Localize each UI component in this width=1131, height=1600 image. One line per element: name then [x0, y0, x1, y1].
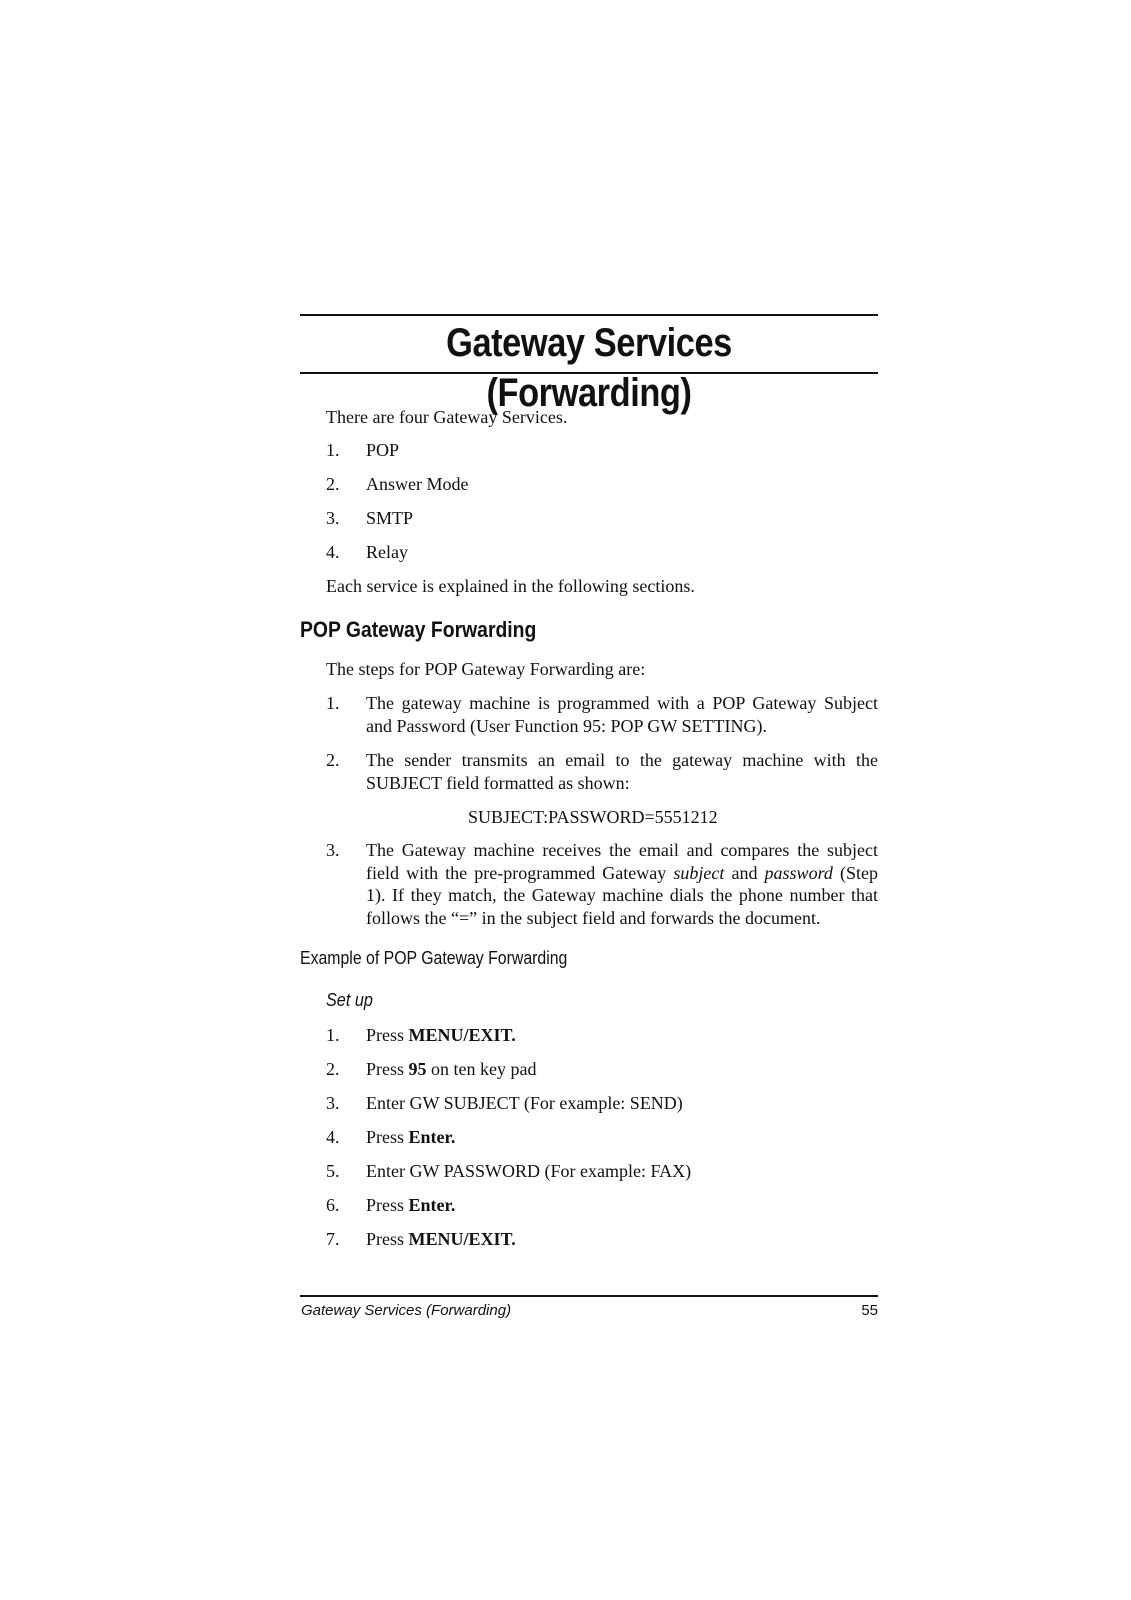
step-text-part: Press [366, 1025, 409, 1045]
step-text-part: The Gateway machine receives the email and compares the subject field with the pre-programmed Gateway [366, 840, 878, 883]
services-outro: Each service is explained in the following sections. [326, 576, 695, 596]
list-text: Answer Mode [366, 474, 469, 494]
step-number: 3. [326, 1093, 340, 1113]
step-number: 5. [326, 1161, 340, 1181]
subject-format-example: SUBJECT:PASSWORD=5551212 [468, 807, 718, 827]
title-bottom-rule [300, 372, 878, 374]
step-text-part: (Step 1). If they match, the Gateway machine dials the phone number that follows the “=” in the subject field and forwards the document. [366, 862, 878, 928]
page-title: Gateway Services (Forwarding) [446, 321, 732, 415]
list-text: Relay [366, 542, 408, 562]
step-text-part: Press [366, 1229, 409, 1249]
step-number: 3. [326, 840, 340, 860]
step-text: The sender transmits an email to the gateway machine with the SUBJECT field formatted as shown: [366, 750, 878, 793]
emphasis-subject: subject [673, 862, 725, 883]
step-text [366, 839, 878, 929]
step-number: 2. [326, 750, 340, 770]
step-text [366, 1024, 878, 1047]
key-label: Enter. [408, 1195, 456, 1215]
list-number: 1. [326, 440, 340, 460]
list-number: 4. [326, 542, 340, 562]
step-text [366, 1228, 878, 1251]
step-number: 1. [326, 1025, 340, 1045]
step-text-part: on ten key pad [426, 1059, 537, 1079]
step-text [366, 1126, 878, 1149]
key-label: MENU/EXIT. [408, 1229, 516, 1249]
list-number: 2. [326, 474, 340, 494]
intro-paragraph: There are four Gateway Services. [326, 407, 568, 427]
key-label: MENU/EXIT. [408, 1025, 516, 1045]
step-text: The gateway machine is programmed with a POP Gateway Subject and Password (User Function 95: POP GW SETTING). [366, 693, 878, 736]
step-number: 4. [326, 1127, 340, 1147]
key-label: 95 [408, 1059, 427, 1079]
key-label: Enter. [408, 1127, 456, 1147]
footer-chapter-title: Gateway Services (Forwarding) [301, 1302, 512, 1319]
list-text: POP [366, 440, 400, 460]
step-text-part: Press [366, 1127, 409, 1147]
section-heading: POP Gateway Forwarding [300, 617, 537, 642]
title-top-rule [300, 314, 878, 316]
step-text [366, 1058, 878, 1081]
step-number: 7. [326, 1229, 340, 1249]
step-text [366, 1194, 878, 1217]
step-text-part: Enter GW PASSWORD (For example: FAX) [366, 1161, 692, 1181]
step-number: 1. [326, 693, 340, 713]
step-text-part: Enter GW SUBJECT (For example: SEND) [366, 1093, 683, 1113]
footer-rule [300, 1295, 878, 1297]
step-number: 6. [326, 1195, 340, 1215]
section-intro: The steps for POP Gateway Forwarding are: [326, 659, 646, 679]
step-number: 2. [326, 1059, 340, 1079]
list-number: 3. [326, 508, 340, 528]
step-text-part: Press [366, 1195, 409, 1215]
step-text [366, 1092, 878, 1115]
subsubsection-heading: Set up [326, 990, 373, 1010]
emphasis-password: password [764, 862, 833, 883]
list-text: SMTP [366, 508, 414, 528]
step-text-part: Press [366, 1059, 409, 1079]
page-number: 55 [861, 1302, 878, 1319]
step-text [366, 1160, 878, 1183]
step-text-part: and [724, 862, 765, 883]
subsection-heading: Example of POP Gateway Forwarding [300, 948, 568, 968]
